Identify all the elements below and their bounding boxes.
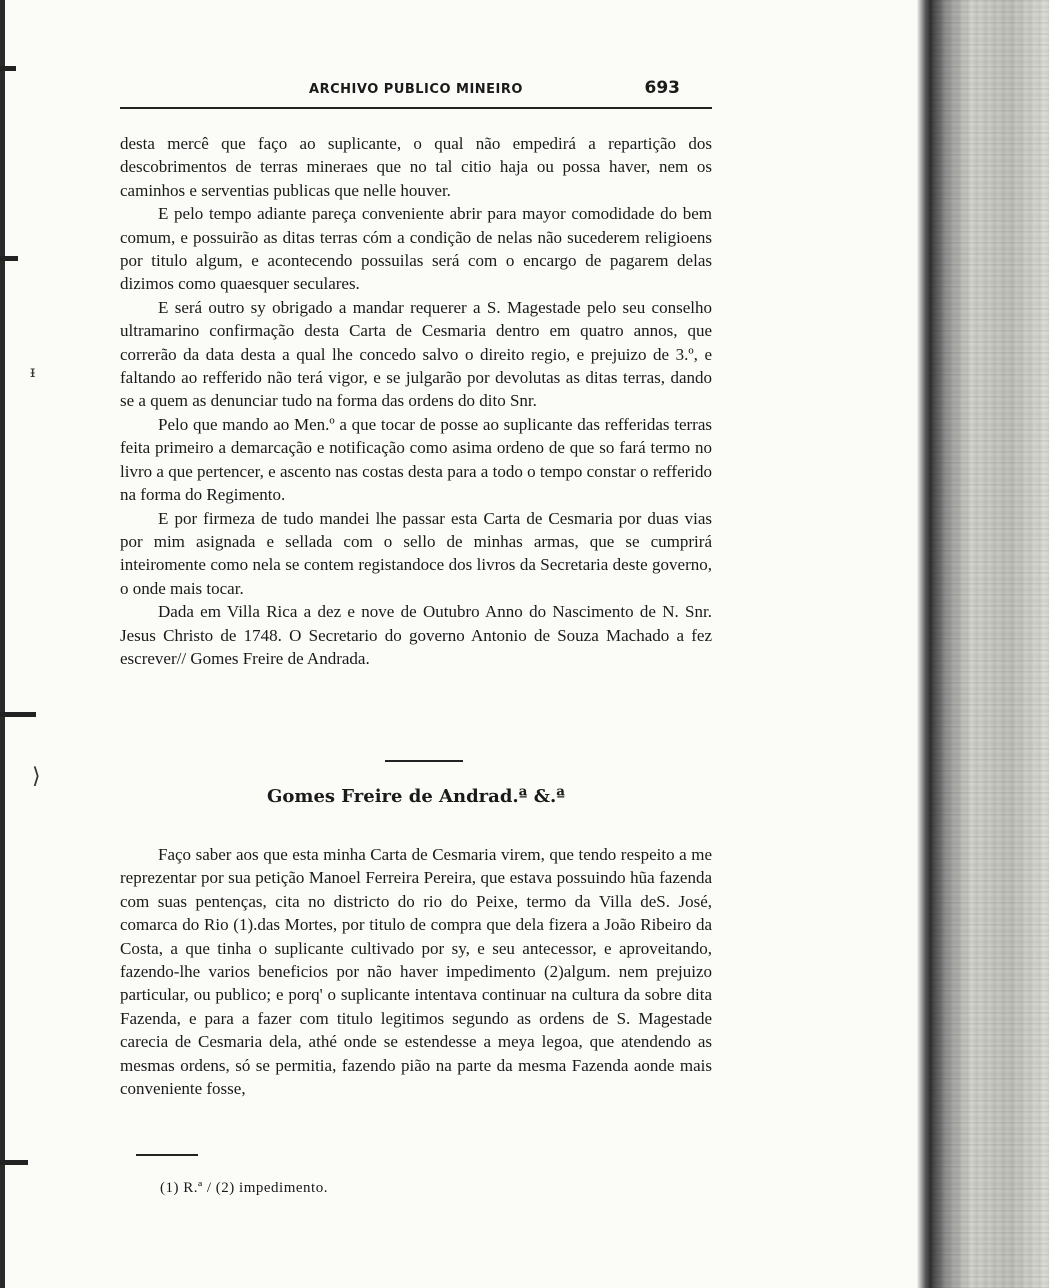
scan-edge-mark (0, 66, 16, 71)
footnote-rule (136, 1154, 198, 1156)
section-divider (385, 760, 463, 762)
paragraph: E pelo tempo adiante pareça conveniente abrir para mayor comodidade do bem comum, e possuirão as ditas terras cóm a condição de nelas não sucederem religioens por titulo algum, e acontecendo possuilas será com o encargo de pagarem delas dizimos como quaesquer seculares. (120, 204, 712, 294)
paragraph: desta mercê que faço ao suplicante, o qual não empedirá a repartição dos descobrimentos de terras mineraes que no tal citio haja ou possa haver, nem os caminhos e serventias publicas que nelle houver. (120, 134, 712, 200)
scan-gutter-shadow (917, 0, 931, 1288)
margin-pencil-mark: ⟩ (32, 764, 41, 789)
scan-left-border (0, 0, 5, 1288)
section-title: Gomes Freire de Andrad.ª &.ª (267, 786, 565, 807)
header-title: ARCHIVO PUBLICO MINEIRO (309, 82, 523, 97)
scan-edge-mark (0, 712, 36, 717)
body-text-part1 (120, 132, 712, 670)
scan-edge-mark (0, 256, 18, 261)
paragraph: Pelo que mando ao Men.º a que tocar de posse ao suplicante das refferidas terras feita primeiro a demarcação e notificação como asima ordeno de que so fará termo no livro a que pertencer, e ascento nas costas desta para a todo o tempo constar o refferido na forma do Regimento. (120, 414, 712, 505)
paragraph: Faço saber aos que esta minha Carta de Cesmaria virem, que tendo respeito a me reprezentar por sua petição Manoel Ferreira Pereira, que estava possuindo hũa fazenda com suas pentenças, cita no districto do rio do Peixe, termo da Villa deS. José, comarca do Rio (1).das Mortes, por titulo de compra que dela fizera a João Ribeiro da Costa, a que tinha o suplicante cultivado por sy, e seu antecessor, e aproveitando, fazendo-lhe varios beneficios por não haver impedimento (2)algum. nem prejuizo particular, ou publico; e porq' o suplicante intentava continuar na cultura da sobre dita Fazenda, e para a fazer com titulo legitimos segundo as ordens de S. Magestade carecia de Cesmaria dela, athé onde se estendesse a meya legoa, que atendendo as mesmas ordens, só se permitia, fazendo pião na parte da mesma Fazenda aonde mais conveniente fosse, (120, 845, 712, 1099)
scan-page-edge (931, 0, 1049, 1288)
paragraph: E por firmeza de tudo mandei lhe passar esta Carta de Cesmaria por duas vias por mim asignada e sellada com o sello de minhas armas, que se cumprirá inteiromente como nela se contem registandoce dos livros da Secretaria deste governo, o onde mais tocar. (120, 508, 712, 598)
scan-edge-mark (0, 1160, 28, 1165)
paragraph: E será outro sy obrigado a mandar requerer a S. Magestade pelo seu conselho ultramarino confirmação desta Carta de Cesmaria dentro em quatro annos, que correrão da data desta a qual lhe concedo salvo o direito regio, e prejuizo de 3.º, e faltando ao refferido não terá vigor, e se julgarão por devolutas as ditas terras, dando se a quem as denunciar tudo na forma das ordens do dito Snr. (120, 297, 712, 411)
paragraph: Dada em Villa Rica a dez e nove de Outubro Anno do Nascimento de N. Snr. Jesus Christo de 1748. O Secretario do governo Antonio de Souza Machado a fez escrever// Gomes Freire de Andrada. (120, 602, 712, 668)
margin-pencil-mark: ᵻ (30, 362, 36, 381)
page-number: 693 (644, 78, 680, 98)
header-rule (120, 107, 712, 109)
footnote: (1) R.ª / (2) impedimento. (160, 1180, 328, 1196)
body-text-part2 (120, 843, 712, 1100)
running-header (120, 80, 712, 106)
